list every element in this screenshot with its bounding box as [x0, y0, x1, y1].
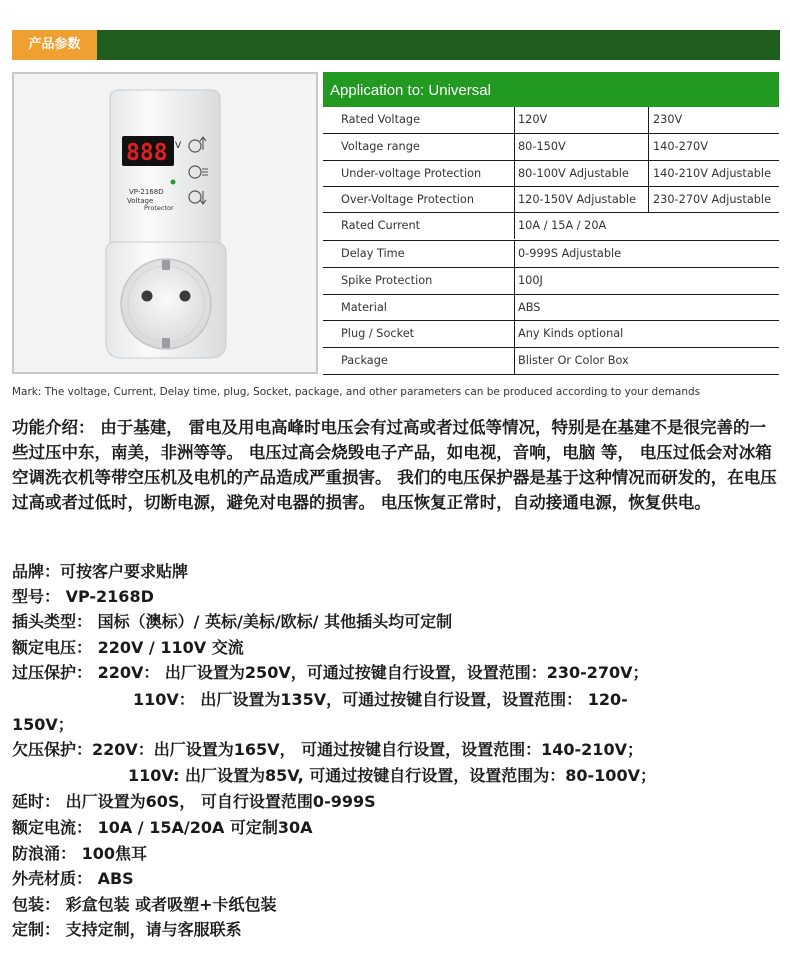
column-divider [648, 161, 649, 187]
detail-line: 欠压保护：220V：出厂设置为165V， 可通过按键自行设置，设置范围：140-210V； [12, 740, 643, 759]
spec-row [323, 107, 779, 134]
spec-value-120v: 100J [518, 274, 543, 287]
detail-line: 110V: 出厂设置为85V, 可通过按键自行设置，设置范围为：80-100V； [128, 766, 656, 785]
spec-label: Rated Voltage [341, 113, 421, 126]
label-line2: Protector [144, 204, 174, 212]
spec-row [323, 241, 779, 268]
spec-label: Under-voltage Protection [341, 167, 482, 180]
spec-value-230v: 230-270V Adjustable [653, 193, 772, 206]
spec-label: Plug / Socket [341, 327, 415, 340]
column-divider [648, 134, 649, 160]
spec-value-120v: 80-100V Adjustable [518, 167, 629, 180]
spec-label: Over-Voltage Protection [341, 193, 474, 206]
label-line1: Voltage [127, 197, 154, 205]
column-divider [514, 321, 515, 347]
spec-row [323, 268, 779, 295]
column-divider [514, 268, 515, 294]
note-text: Mark: The voltage, Current, Delay time, plug, Socket, package, and other parameters can be produced according to your demands [12, 386, 701, 398]
spec-value-120v: 10A / 15A / 20A [518, 219, 607, 232]
spec-label: Package [341, 354, 388, 367]
column-divider [514, 187, 515, 213]
spec-value-230v: 230V [653, 113, 683, 126]
spec-header: Application to: Universal [323, 72, 779, 107]
spec-label: Material [341, 301, 387, 314]
column-divider [514, 241, 515, 267]
spec-label: Delay Time [341, 247, 405, 260]
column-divider [514, 161, 515, 187]
spec-value-120v: 120V [518, 113, 548, 126]
spec-value-120v: 120-150V Adjustable [518, 193, 637, 206]
column-divider [514, 107, 515, 133]
spec-value-120v: Any Kinds optional [518, 327, 624, 340]
voltage-protector-illustration [14, 74, 316, 372]
detail-line: 过压保护： 220V： 出厂设置为250V，可通过按键自行设置，设置范围：230-270V； [12, 663, 649, 682]
detail-line: 防浪涌： 100焦耳 [12, 844, 147, 863]
column-divider [514, 134, 515, 160]
detail-line: 定制： 支持定制，请与客服联系 [12, 920, 242, 939]
spec-value-120v: ABS [518, 301, 541, 314]
spec-value-120v: 80-150V [518, 140, 566, 153]
intro-paragraph: 功能介绍： 由于基建， 雷电及用电高峰时电压会有过高或者过低等情况，特别是在基建不是很完善的一些过压中东，南美，非洲等等。 电压过高会烧毁电子产品，如电视，音响，电脑 等， 电压过低会对冰箱空调洗衣机等带空压机及电机的产品造成严重损害。 我们的电压保护器是基于这种情况而研发的，在电压过高或者过低时，切断电源，避免对电器的损害。 电压恢复正常时，自动接通电源，恢复供电。 [12, 418, 777, 512]
spec-row [323, 213, 779, 241]
spec-row [323, 348, 779, 375]
column-divider [648, 107, 649, 133]
power-indicator-icon [171, 180, 176, 185]
spec-value-230v: 140-270V [653, 140, 708, 153]
detail-line: 外壳材质： ABS [12, 869, 134, 888]
product-photo [12, 72, 318, 374]
spec-row [323, 134, 779, 161]
column-divider [514, 295, 515, 321]
detail-line: 110V： 出厂设置为135V，可通过按键自行设置，设置范围： 120- [133, 690, 628, 709]
detail-line: 延时： 出厂设置为60S， 可自行设置范围0-999S [12, 792, 376, 811]
section-banner [12, 30, 780, 60]
spec-label: Rated Current [341, 219, 421, 232]
spec-label: Spike Protection [341, 274, 433, 287]
detail-line: 型号： VP-2168D [12, 587, 154, 606]
spec-row [323, 187, 779, 213]
spec-row [323, 161, 779, 187]
spec-row [323, 295, 779, 321]
spec-value-230v: 140-210V Adjustable [653, 167, 772, 180]
column-divider [648, 187, 649, 213]
column-divider [514, 213, 515, 239]
detail-line: 包装： 彩盒包装 或者吸塑+卡纸包装 [12, 895, 277, 914]
detail-line: 插头类型： 国标（澳标）/ 英标/美标/欧标/ 其他插头均可定制 [12, 612, 453, 631]
display-unit: V [175, 141, 182, 151]
spec-table [323, 72, 779, 376]
spec-label: Voltage range [341, 140, 420, 153]
spec-value-120v: 0-999S Adjustable [518, 247, 622, 260]
banner-tag: 产品参数 [12, 30, 97, 60]
display-digits: 888 [126, 140, 168, 166]
detail-line: 额定电流： 10A / 15A/20A 可定制30A [12, 818, 313, 837]
detail-line: 150V； [12, 715, 74, 734]
detail-line: 品牌：可按客户要求贴牌 [12, 562, 189, 581]
spec-value-120v: Blister Or Color Box [518, 354, 629, 367]
detail-line: 额定电压： 220V / 110V 交流 [12, 638, 244, 657]
column-divider [514, 348, 515, 374]
model-label: VP-2168D [129, 188, 164, 196]
spec-row [323, 321, 779, 348]
socket-icon [121, 259, 211, 349]
